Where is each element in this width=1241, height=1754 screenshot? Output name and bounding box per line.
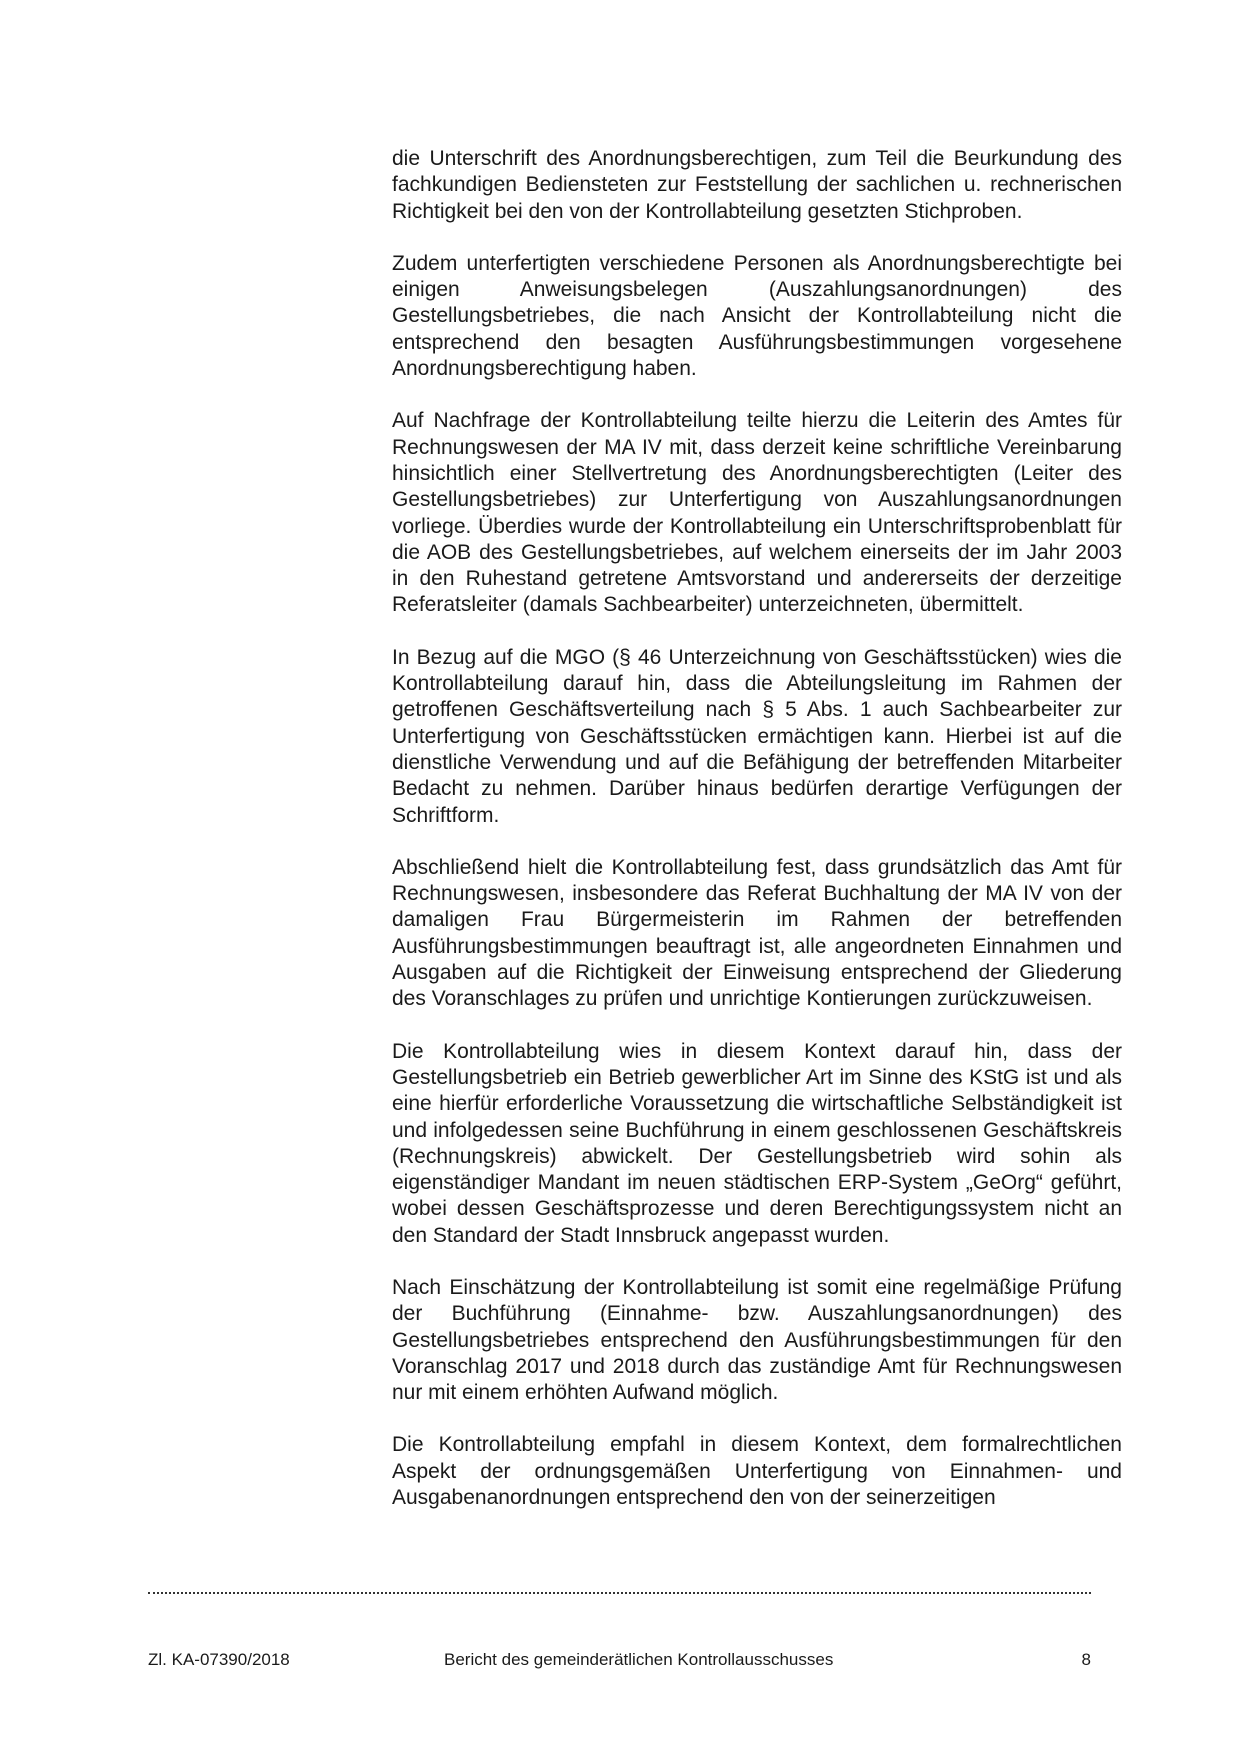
paragraph: Die Kontrollabteilung empfahl in diesem Kontext, dem formalrechtlichen Aspekt der ordnungsgemäßen Unterfertigung von Einnahmen- und Ausgabenanordnungen entsprechend den von der seinerzeitigen [392, 1433, 1122, 1510]
paragraph: Zudem unterfertigten verschiedene Personen als Anordnungsberechtigte bei einigen Anweisungsbelegen (Auszahlungsanordnungen) des Gestellungsbetriebes, die nach Ansicht der Kontrollabteilung nicht die entsprechend den besagten Ausführungsbestimmungen vorgesehene Anordnungsberechtigung haben. [392, 251, 1122, 381]
footer-divider [148, 1592, 1091, 1594]
footer-title: Bericht des gemeinderätlichen Kontrollausschusses [444, 1650, 834, 1669]
paragraph: Auf Nachfrage der Kontrollabteilung teilte hierzu die Leiterin des Amtes für Rechnungswesen der MA IV mit, dass derzeit keine schriftliche Vereinbarung hinsichtlich einer Stellvertretung des Anordnungsberechtigten (Leiter des Gestellungsbetriebes) zur Unterfertigung von Auszahlungsanordnungen vorliege. Überdies wurde der Kontrollabteilung ein Unterschriftsprobenblatt für die AOB des Gestellungsbetriebes, auf welchem einerseits der im Jahr 2003 in den Ruhestand getretene Amtsvorstand und andererseits der derzeitige Referatsleiter (damals Sachbearbeiter) unterzeichneten, übermittelt. [392, 409, 1122, 617]
footer-reference: Zl. KA-07390/2018 [148, 1650, 290, 1669]
paragraph: In Bezug auf die MGO (§ 46 Unterzeichnung von Geschäftsstücken) wies die Kontrollabteilung darauf hin, dass die Abteilungsleitung im Rahmen der getroffenen Geschäftsverteilung nach § 5 Abs. 1 auch Sachbearbeiter zur Unterfertigung von Geschäftsstücken ermächtigen kann. Hierbei ist auf die dienstliche Verwendung und auf die Befähigung der betreffenden Mitarbeiter Bedacht zu nehmen. Darüber hinaus bedürfen derartige Verfügungen der Schriftform. [392, 645, 1122, 827]
paragraph: Nach Einschätzung der Kontrollabteilung ist somit eine regelmäßige Prüfung der Buchführung (Einnahme- bzw. Auszahlungsanordnungen) des Gestellungsbetriebes entsprechend den Ausführungsbestimmungen für den Voranschlag 2017 und 2018 durch das zuständige Amt für Rechnungswesen nur mit einem erhöhten Aufwand möglich. [392, 1275, 1122, 1405]
paragraph: die Unterschrift des Anordnungsberechtigen, zum Teil die Beurkundung des fachkundigen Bediensteten zur Feststellung der sachlichen u. rechnerischen Richtigkeit bei den von der Kontrollabteilung gesetzten Stichproben. [392, 147, 1122, 223]
page-number: 8 [1081, 1650, 1091, 1669]
paragraph: Abschließend hielt die Kontrollabteilung fest, dass grundsätzlich das Amt für Rechnungswesen, insbesondere das Referat Buchhaltung der MA IV von der damaligen Frau Bürgermeisterin im Rahmen der betreffenden Ausführungsbestimmungen beauftragt ist, alle angeordneten Einnahmen und Ausgaben auf die Richtigkeit der Einweisung entsprechend der Gliederung des Voranschlages zu prüfen und unrichtige Kontierungen zurückzuweisen. [392, 855, 1122, 1011]
paragraph: Die Kontrollabteilung wies in diesem Kontext darauf hin, dass der Gestellungsbetrieb ein Betrieb gewerblicher Art im Sinne des KStG ist und als eine hierfür erforderliche Voraussetzung die wirtschaftliche Selbständigkeit ist und infolgedessen seine Buchführung in einem geschlossenen Geschäftskreis (Rechnungskreis) abwickelt. Der Gestellungsbetrieb wird sohin als eigenständiger Mandant im neuen städtischen ERP-System „GeOrg“ geführt, wobei dessen Geschäftsprozesse und deren Berechtigungssystem nicht an den Standard der Stadt Innsbruck angepasst wurden. [392, 1039, 1122, 1247]
body-text [392, 146, 1122, 1537]
